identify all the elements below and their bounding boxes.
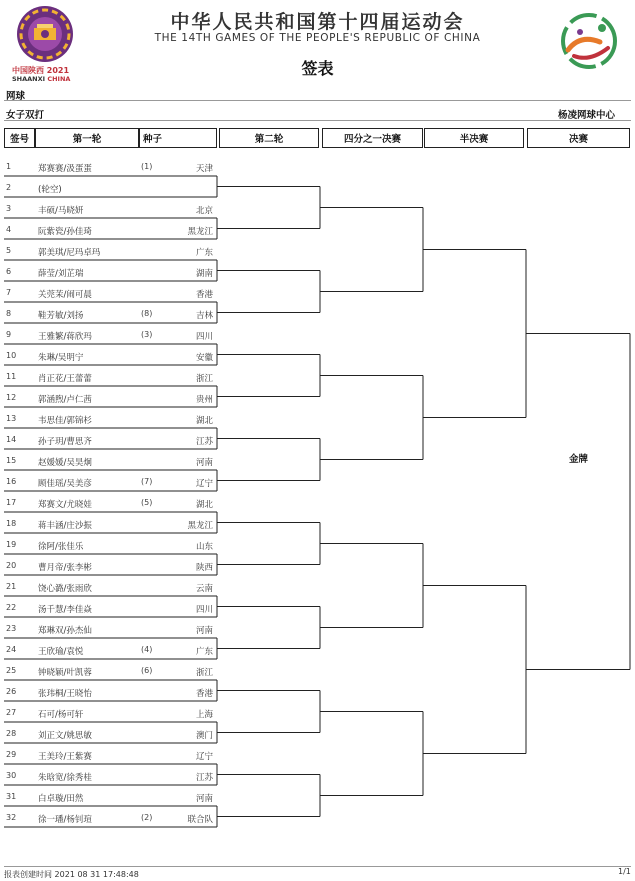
entry-region: 河南 <box>195 458 213 468</box>
entry-region: 云南 <box>195 584 213 594</box>
entry-region: 陕西 <box>195 563 213 573</box>
entry-player-names: 顾佳瑶/吴美彦 <box>38 479 92 489</box>
entry-region: 湖北 <box>195 416 213 426</box>
entry-region: 河南 <box>195 626 213 636</box>
entry-player-names: (轮空) <box>38 185 62 195</box>
entry-region: 四川 <box>195 605 213 615</box>
entry-draw-no: 3 <box>6 204 12 213</box>
entry-region: 湖北 <box>195 500 213 510</box>
entry-player-names: 徐阿/张佳乐 <box>38 542 84 552</box>
entry-region: 江苏 <box>195 437 213 447</box>
page-number: 1/1 <box>618 867 631 876</box>
entry-region: 四川 <box>195 332 213 342</box>
entry-region: 黑龙江 <box>187 521 213 531</box>
report-created-label: 报表创建时间 <box>4 870 52 879</box>
entry-player-names: 王欣瑜/袁悦 <box>38 647 84 657</box>
entry-seed: (1) <box>141 162 153 171</box>
entry-region: 辽宁 <box>195 752 213 762</box>
entry-player-names: 郑赛文/尤晓娃 <box>38 500 92 510</box>
entry-draw-no: 5 <box>6 246 12 255</box>
logo-caption: 中国陕西 2021 <box>12 66 70 75</box>
entry-player-names: 薛莹/刘芷瑞 <box>38 269 84 279</box>
entry-draw-no: 28 <box>6 729 17 738</box>
entry-player-names: 郑琳双/孙杰仙 <box>38 626 92 636</box>
entry-region: 香港 <box>195 689 213 699</box>
entry-draw-no: 19 <box>6 540 17 549</box>
entry-draw-no: 22 <box>6 603 17 612</box>
report-created-value: 2021 08 31 17:48:48 <box>54 870 139 879</box>
entry-seed: (8) <box>141 309 153 318</box>
col-header-semifinal: 半决赛 <box>424 128 524 148</box>
entry-draw-no: 30 <box>6 771 17 780</box>
entry-region: 山东 <box>195 542 213 552</box>
entry-seed: (2) <box>141 813 153 822</box>
entry-region: 湖南 <box>195 269 213 279</box>
col-header-final: 决赛 <box>527 128 630 148</box>
col-header-round2: 第二轮 <box>219 128 319 148</box>
games-title-en: THE 14TH GAMES OF THE PEOPLE'S REPUBLIC OF CHINA <box>154 32 481 44</box>
entry-player-names: 曹月帝/张李彬 <box>38 563 92 573</box>
entry-player-names: 郭美琪/尼玛卓玛 <box>38 248 101 258</box>
entry-player-names: 王雅繁/蒋欣玛 <box>38 332 92 342</box>
entry-draw-no: 32 <box>6 813 17 822</box>
event-label: 女子双打 <box>6 110 45 121</box>
entry-player-names: 王美玲/王紫赛 <box>38 752 92 762</box>
entry-region: 辽宁 <box>195 479 213 489</box>
entry-player-names: 朱琳/吴明宁 <box>38 353 84 363</box>
entry-region: 广东 <box>195 248 213 258</box>
entry-player-names: 孙子玥/曹思齐 <box>38 437 92 447</box>
entry-player-names: 石可/杨可轩 <box>38 710 84 720</box>
col-header-quarterfinal: 四分之一决赛 <box>322 128 423 148</box>
entry-player-names: 白卓璇/田然 <box>38 794 84 804</box>
logo-subcaption-shaanxi: SHAANXI <box>12 75 46 83</box>
entry-region: 香港 <box>195 290 213 300</box>
entry-region: 黑龙江 <box>187 227 213 237</box>
entry-region: 澳门 <box>195 731 213 741</box>
entry-region: 浙江 <box>195 374 213 384</box>
entry-draw-no: 26 <box>6 687 17 696</box>
entry-player-names: 徐一璠/杨钊瑄 <box>38 815 92 825</box>
entry-draw-no: 31 <box>6 792 17 801</box>
entry-draw-no: 15 <box>6 456 17 465</box>
divider <box>4 866 631 867</box>
entry-region: 天津 <box>195 164 213 174</box>
entry-player-names: 鞋芳敏/刘扬 <box>38 311 84 321</box>
entry-draw-no: 4 <box>6 225 12 234</box>
entry-seed: (4) <box>141 645 153 654</box>
report-created-time <box>4 869 139 880</box>
entry-draw-no: 9 <box>6 330 12 339</box>
entry-draw-no: 14 <box>6 435 17 444</box>
entry-player-names: 郑赛赛/汲蛋蛋 <box>38 164 92 174</box>
entry-draw-no: 7 <box>6 288 12 297</box>
games-title-cn: 中华人民共和国第十四届运动会 <box>170 11 465 33</box>
entry-draw-no: 11 <box>6 372 17 381</box>
entry-player-names: 关莞茉/闹可晨 <box>38 290 92 300</box>
entry-region: 江苏 <box>195 773 213 783</box>
entry-region: 贵州 <box>195 395 213 405</box>
entry-region: 安徽 <box>195 353 213 363</box>
entry-player-names: 韦思佳/郭锦杉 <box>38 416 92 426</box>
entry-region: 浙江 <box>195 668 213 678</box>
page-title: 签表 <box>301 59 334 78</box>
entry-draw-no: 27 <box>6 708 17 717</box>
entry-draw-no: 29 <box>6 750 17 759</box>
entry-player-names: 饶心潞/张雨欣 <box>38 584 92 594</box>
entry-region: 上海 <box>195 710 213 720</box>
col-header-round1: 第一轮 <box>35 128 139 148</box>
entry-draw-no: 25 <box>6 666 17 675</box>
entry-seed: (5) <box>141 498 153 507</box>
entry-draw-no: 1 <box>6 162 12 171</box>
entry-player-names: 蒋丰涵/庄沙振 <box>38 521 92 531</box>
entry-player-names: 张玮桐/王晓怡 <box>38 689 92 699</box>
entry-draw-no: 20 <box>6 561 17 570</box>
col-header-draw-no: 签号 <box>4 128 35 148</box>
entry-draw-no: 2 <box>6 183 12 192</box>
entry-player-names: 丰硕/马晓妍 <box>38 206 84 216</box>
entry-region: 联合队 <box>187 815 213 825</box>
sport-label: 网球 <box>6 91 26 102</box>
entry-draw-no: 6 <box>6 267 12 276</box>
entry-region: 北京 <box>195 206 213 216</box>
entry-player-names: 郭涵煦/卢仁茜 <box>38 395 92 405</box>
entry-player-names: 刘正文/姚思敏 <box>38 731 92 741</box>
entry-player-names: 朱晗宽/徐秀桂 <box>38 773 92 783</box>
entry-draw-no: 24 <box>6 645 17 654</box>
entry-seed: (6) <box>141 666 153 675</box>
entry-player-names: 赵媛媛/吴昊炯 <box>38 458 92 468</box>
entry-draw-no: 16 <box>6 477 17 486</box>
entry-seed: (7) <box>141 477 153 486</box>
entry-draw-no: 17 <box>6 498 17 507</box>
venue-label: 杨凌网球中心 <box>558 110 616 121</box>
col-header-seed: 种子 <box>139 128 217 148</box>
entry-draw-no: 12 <box>6 393 17 402</box>
entry-seed: (3) <box>141 330 153 339</box>
entry-player-names: 汤千慧/李佳焱 <box>38 605 92 615</box>
entry-player-names: 阮紫瓷/孙佳琦 <box>38 227 92 237</box>
entry-player-names: 肖正花/王蕾蕾 <box>38 374 92 384</box>
entry-region: 河南 <box>195 794 213 804</box>
logo-subcaption-china: CHINA <box>47 75 71 83</box>
entry-draw-no: 23 <box>6 624 17 633</box>
entry-region: 吉林 <box>195 311 213 321</box>
entry-draw-no: 13 <box>6 414 17 423</box>
entry-player-names: 钟晓颖/叶凯蓉 <box>38 668 92 678</box>
entry-region: 广东 <box>195 647 213 657</box>
entry-draw-no: 8 <box>6 309 12 318</box>
entry-draw-no: 21 <box>6 582 17 591</box>
gold-medal-label: 金牌 <box>568 454 588 465</box>
entry-draw-no: 10 <box>6 351 17 360</box>
entry-draw-no: 18 <box>6 519 17 528</box>
